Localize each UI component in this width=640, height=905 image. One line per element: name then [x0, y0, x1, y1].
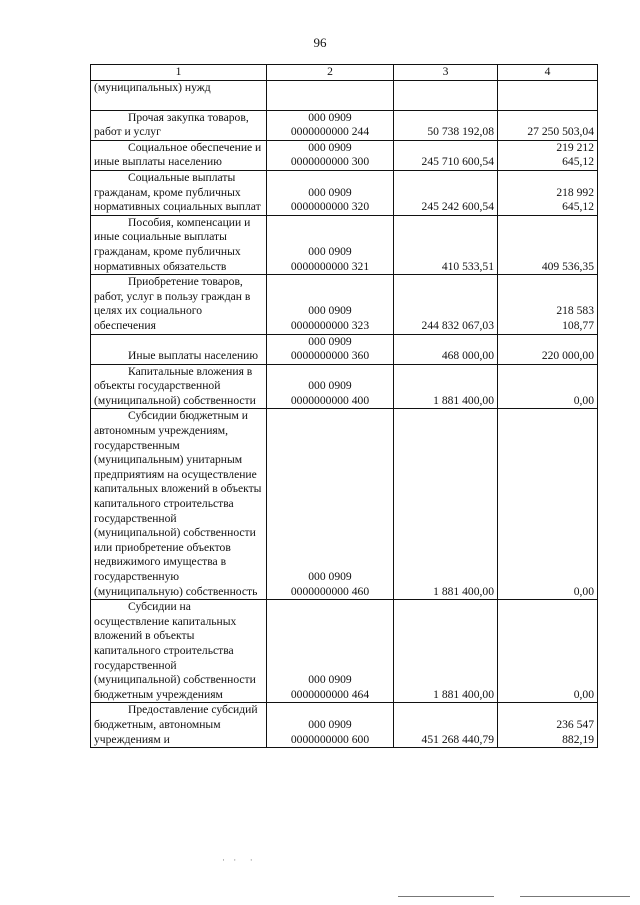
row-value-col4: 27 250 503,04: [498, 110, 598, 140]
row-value-col4: 236 547 882,19: [498, 703, 598, 748]
row-name: Социальное обеспечение и иные выплаты населению: [91, 140, 267, 170]
table-row: [91, 275, 598, 334]
row-name: Субсидии бюджетным и автономным учреждениям, государственным (муниципальным) унитарным предприятиям на осуществление капитальных вложений в объекты капитального строительства государственной (муниципальной) собственности или приобретение объектов недвижимого имущества в государственную (муниципальную) собственность: [91, 409, 267, 600]
row-code: 000 0909 0000000000 460: [267, 409, 394, 600]
row-value-col4: 0,00: [498, 364, 598, 409]
row-name: Пособия, компенсации и иные социальные выплаты гражданам, кроме публичных нормативных обязательств: [91, 215, 267, 274]
column-header: 3: [394, 65, 498, 81]
row-value-col3: 451 268 440,79: [394, 703, 498, 748]
row-value-col3: 244 832 067,03: [394, 275, 498, 334]
row-code: [267, 80, 394, 110]
row-value-col3: 50 738 192,08: [394, 110, 498, 140]
budget-table: [90, 64, 598, 748]
row-code: 000 0909 0000000000 360: [267, 334, 394, 364]
row-value-col3: 1 881 400,00: [394, 600, 498, 703]
scan-artifact-line: [520, 896, 630, 897]
table-row: [91, 80, 598, 110]
column-header: 1: [91, 65, 267, 81]
row-name: Социальные выплаты гражданам, кроме публичных нормативных социальных выплат: [91, 170, 267, 215]
row-value-col4: [498, 80, 598, 110]
row-value-col4: 219 212 645,12: [498, 140, 598, 170]
row-code: 000 0909 0000000000 244: [267, 110, 394, 140]
row-value-col4: 409 536,35: [498, 215, 598, 274]
row-name: (муниципальных) нужд: [91, 80, 267, 110]
row-name: Приобретение товаров, работ, услуг в пользу граждан в целях их социального обеспечения: [91, 275, 267, 334]
row-name: Капитальные вложения в объекты государственной (муниципальной) собственности: [91, 364, 267, 409]
table-row: [91, 215, 598, 274]
row-code: 000 0909 0000000000 321: [267, 215, 394, 274]
row-value-col4: 220 000,00: [498, 334, 598, 364]
row-code: 000 0909 0000000000 600: [267, 703, 394, 748]
table-row: [91, 334, 598, 364]
row-code: 000 0909 0000000000 320: [267, 170, 394, 215]
row-value-col3: 1 881 400,00: [394, 364, 498, 409]
row-value-col4: 218 583 108,77: [498, 275, 598, 334]
row-name: Прочая закупка товаров, работ и услуг: [91, 110, 267, 140]
scan-artifact: · · ·: [222, 855, 256, 865]
row-name: Предоставление субсидий бюджетным, автономным учреждениям и: [91, 703, 267, 748]
row-value-col3: 410 533,51: [394, 215, 498, 274]
row-value-col4: 218 992 645,12: [498, 170, 598, 215]
row-value-col3: 1 881 400,00: [394, 409, 498, 600]
row-value-col3: 245 242 600,54: [394, 170, 498, 215]
table-row: [91, 170, 598, 215]
table-header-row: [91, 65, 598, 81]
row-code: 000 0909 0000000000 300: [267, 140, 394, 170]
table-row: [91, 364, 598, 409]
row-code: 000 0909 0000000000 323: [267, 275, 394, 334]
page-number: 96: [313, 35, 327, 50]
column-header: 4: [498, 65, 598, 81]
column-header: 2: [267, 65, 394, 81]
row-name: Иные выплаты населению: [91, 334, 267, 364]
row-name: Субсидии на осуществление капитальных вложений в объекты капитального строительства государственной (муниципальной) собственности бюджетным учреждениям: [91, 600, 267, 703]
table-row: [91, 140, 598, 170]
row-value-col3: [394, 80, 498, 110]
row-code: 000 0909 0000000000 464: [267, 600, 394, 703]
table-row: [91, 600, 598, 703]
table-row: [91, 703, 598, 748]
table-row: [91, 409, 598, 600]
table-row: [91, 110, 598, 140]
scan-artifact-line: [398, 896, 494, 897]
row-value-col3: 468 000,00: [394, 334, 498, 364]
row-value-col4: 0,00: [498, 409, 598, 600]
row-code: 000 0909 0000000000 400: [267, 364, 394, 409]
row-value-col3: 245 710 600,54: [394, 140, 498, 170]
row-value-col4: 0,00: [498, 600, 598, 703]
